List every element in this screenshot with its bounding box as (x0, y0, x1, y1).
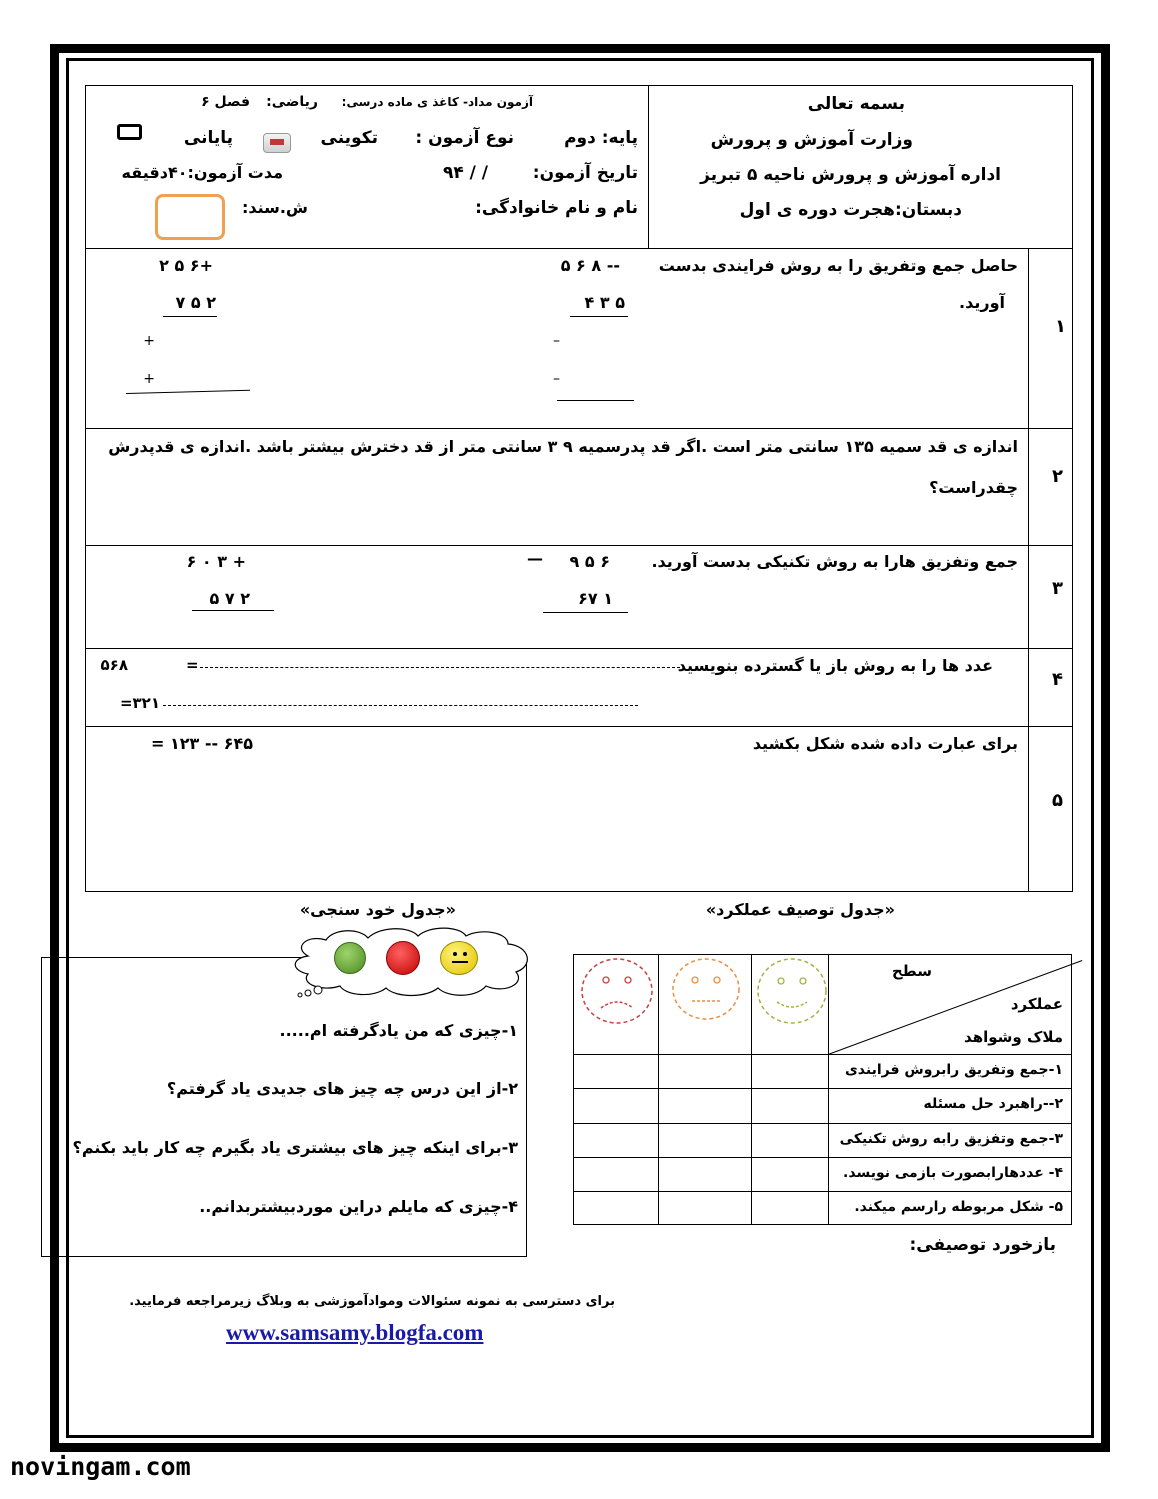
performance-table-title: «جدول توصیف عملکرد» (705, 900, 895, 919)
q1-add-bottom: ۲ ۵ ۷ (175, 293, 216, 312)
q1-sub-result-line (557, 400, 634, 401)
q4-text-line1: عدد ها را به روش باز یا گسترده بنویسید (677, 656, 993, 675)
good-face-icon (755, 956, 829, 1026)
q1-text-line1: حاصل جمع وتفریق را به روش فرایندی بدست (658, 256, 1018, 275)
perf-row-4: ۴- عددهارابصورت بازمی نویسد. (843, 1165, 1063, 1181)
q5-number: ۵ (1052, 790, 1063, 811)
department: اداره آموزش و پرورش ناحیه ۵ تبریز (700, 165, 1001, 185)
row-line-2 (85, 428, 1073, 429)
number-column-divider (1028, 248, 1029, 892)
perf-row-line-2 (573, 1088, 1072, 1089)
q1-add-step2: + (143, 371, 155, 387)
sad-face-icon (334, 942, 366, 974)
q1-sub-step1: – (553, 333, 560, 349)
ministry: وزارت آموزش و پرورش (710, 130, 913, 150)
q3-text-line1: جمع وتفزیق هارا به روش تکنیکی بدست آورید. (651, 552, 1018, 571)
perf-row-line-5 (573, 1191, 1072, 1192)
school: دبستان:هجرت دوره ی اول (739, 200, 962, 220)
subject: ریاضی: (266, 94, 318, 110)
q3-sub-bottom: ۱ ۶۷ (578, 589, 613, 608)
q3-add-top: + ۳ ۰ ۶ (186, 552, 246, 571)
perf-row-3: ۳-جمع وتفزیق رابه روش تکنیکی (839, 1131, 1063, 1147)
neutral-face-icon (386, 941, 420, 975)
feedback-label: بازخورد توصیفی: (909, 1235, 1056, 1255)
q1-text-line2: آورید. (959, 293, 1005, 312)
perf-col-line-1 (658, 954, 659, 1225)
weak-face-icon (579, 956, 655, 1026)
row-line-1 (85, 248, 1073, 249)
q3-sub-top: ۶ ۵ ۹ (569, 552, 610, 571)
perf-header-level: سطح (891, 962, 932, 980)
q1-sub-step2: – (553, 371, 560, 387)
final-label: پایانی (183, 128, 233, 148)
row-line-5 (85, 726, 1073, 727)
duration: مدت آزمون:۴۰دقیقه (121, 163, 283, 182)
self-item-2: ۲-از این درس چه چیز های جدیدی یاد گرفتم؟ (166, 1079, 518, 1098)
q4-answer-line2 (163, 705, 638, 706)
perf-header-criteria: ملاک وشواهد (964, 1028, 1063, 1046)
date-label: تاریخ آزمون: (532, 163, 638, 183)
happy-face-icon (440, 941, 478, 975)
self-item-1: ۱-چیزی که من یادگرفته ام..... (279, 1021, 518, 1040)
doc-no-label: ش.سند: (241, 198, 308, 217)
q4-number: ۴ (1052, 669, 1063, 690)
q3-sub-sign: — (527, 549, 543, 568)
perf-row-line-3 (573, 1123, 1072, 1124)
q3-add-bottom: ۲ ۷ ۵ (209, 589, 250, 608)
average-face-icon (670, 956, 742, 1022)
perf-row-line-1 (573, 1054, 1072, 1055)
blog-link[interactable]: www.samsamy.blogfa.com (226, 1320, 484, 1345)
q2-number: ۲ (1052, 466, 1063, 487)
final-checkbox[interactable] (117, 124, 142, 140)
q4-num1-equals: = (186, 656, 199, 674)
q4-num2: ۳۲۱= (119, 694, 160, 712)
q1-add-underline (163, 316, 217, 317)
exam-title: آزمون مداد- کاغذ ی ماده درسی: (341, 95, 533, 109)
row-line-3 (85, 545, 1073, 546)
header-divider (648, 85, 649, 248)
watermark: novingam.com (10, 1452, 191, 1481)
q5-expression: ۶۴۵ -- ۱۲۳ = (151, 734, 253, 753)
date-value: / / ۹۴ (442, 163, 488, 183)
perf-col-line-2 (751, 954, 752, 1225)
q1-number: ۱ (1055, 316, 1066, 337)
self-item-3: ۳-برای اینکه چیز های بیشتری یاد بگیرم چه کار باید بکنم؟ (72, 1138, 518, 1157)
row-line-4 (85, 648, 1073, 649)
footer-note: برای دسترسی به نمونه سئوالات وموادآموزشی به وبلاگ زیرمراجعه فرمایید. (129, 1294, 615, 1309)
q1-sub-top: -- ۸ ۶ ۵ (560, 256, 620, 275)
q3-sub-underline (543, 612, 628, 613)
self-item-4: ۴-چیزی که مایلم دراین موردبیشتربدانم.. (199, 1197, 518, 1216)
q5-text-line1: برای عبارت داده شده شکل بکشید (752, 734, 1018, 753)
exam-type-label: نوع آزمون : (415, 128, 514, 148)
perf-row-5: ۵- شکل مربوطه رارسم میکند. (854, 1199, 1063, 1215)
name-label: نام و نام خانوادگی: (475, 198, 638, 218)
q1-add-top: +۶ ۵ ۲ (159, 256, 213, 275)
doc-no-box[interactable] (155, 194, 225, 240)
formative-label: تکوینی (320, 128, 378, 148)
formative-checkbox[interactable] (263, 133, 291, 153)
q1-sub-bottom: ۵ ۳ ۴ (584, 293, 625, 312)
self-assessment-top-line (41, 957, 301, 958)
q2-text-line1: اندازه ی قد سمیه ۱۳۵ سانتی متر است .اگر قد پدرسمیه ۹ ۳ سانتی متر از قد دخترش بیشتر باشد .اندازه ی قدپدرش (108, 437, 1018, 456)
q1-add-step1: + (143, 333, 155, 349)
perf-header-performance: عملکرد (1010, 995, 1063, 1013)
q3-number: ۳ (1052, 578, 1063, 599)
q2-text-line2: چقدراست؟ (929, 478, 1018, 497)
chapter: فصل ۶ (201, 94, 250, 110)
perf-row-line-4 (573, 1157, 1072, 1158)
q4-answer-line1 (200, 667, 680, 668)
bismillah: بسمه تعالی (807, 94, 905, 114)
perf-row-2: ۲--راهبرد حل مسئله (923, 1096, 1063, 1112)
q3-add-underline (192, 610, 274, 611)
perf-row-1: ۱-جمع وتفریق رابروش فرایندی (844, 1062, 1063, 1078)
grade: پایه: دوم (564, 128, 638, 148)
self-assessment-title: «جدول خود سنجی» (299, 900, 456, 919)
q4-num1: ۵۶۸ (100, 656, 128, 674)
q1-sub-underline (570, 316, 628, 317)
